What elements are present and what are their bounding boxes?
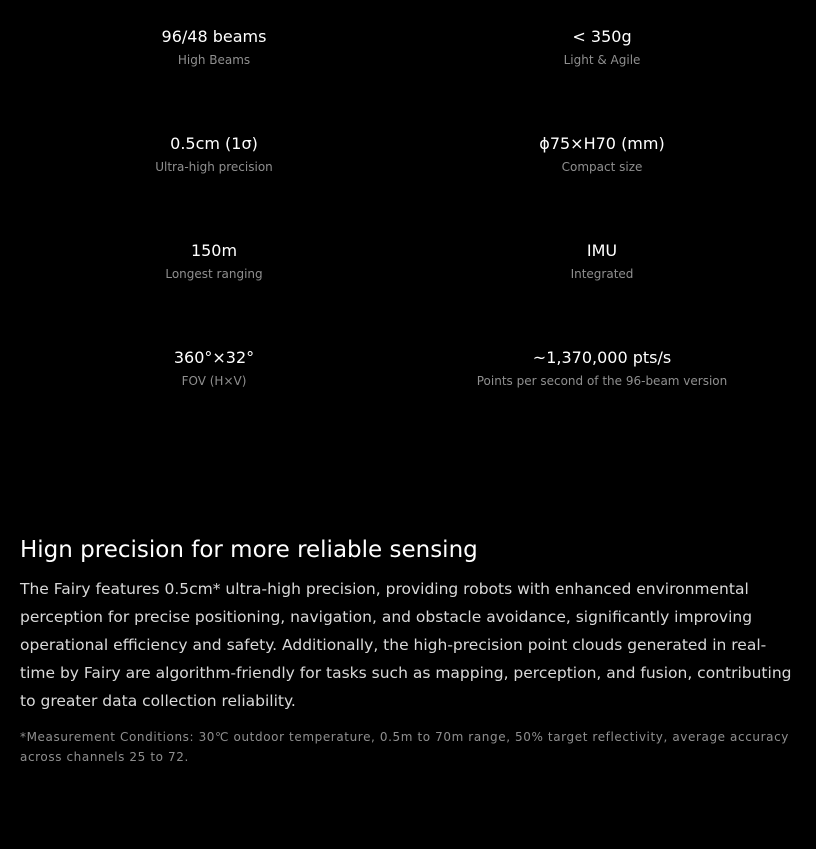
spec-label: FOV (H×V) [181,374,247,388]
specs-grid [20,27,796,455]
precision-section [20,535,796,767]
spec-value: ~1,370,000 pts/s [532,348,672,367]
spec-beams [20,27,408,134]
spec-value: IMU [586,241,618,260]
spec-points-rate [408,348,796,455]
spec-label: Points per second of the 96-beam version [476,374,728,388]
spec-value: ϕ75×H70 (mm) [539,134,665,153]
measurement-footnote: *Measurement Conditions: 30℃ outdoor temperature, 0.5m to 70m range, 50% target reflectivity, average accuracy across channels 25 to 72. [20,730,790,764]
spec-fov [20,348,408,455]
section-body: The Fairy features 0.5cm* ultra-high precision, providing robots with enhanced environmental perception for precise positioning, navigation, and obstacle avoidance, significantly improving operational efficiency and safety. Additionally, the high-precision point clouds generated in real-time by Fairy are algorithm-friendly for tasks such as mapping, perception, and fusion, contributing to greater data collection reliability. [20,580,792,710]
spec-label: Compact size [561,160,643,174]
spec-value: 150m [190,241,238,260]
spec-value: < 350g [572,27,632,46]
spec-size [408,134,796,241]
spec-range [20,241,408,348]
spec-value: 360°×32° [173,348,255,367]
spec-label: High Beams [177,53,251,67]
spec-value: 96/48 beams [161,27,267,46]
spec-label: Integrated [570,267,634,281]
spec-imu [408,241,796,348]
spec-value: 0.5cm (1σ) [170,134,258,153]
spec-precision [20,134,408,241]
spec-weight [408,27,796,134]
spec-label: Light & Agile [563,53,641,67]
section-title: Hign precision for more reliable sensing [20,537,478,563]
spec-label: Ultra-high precision [155,160,273,174]
spec-label: Longest ranging [165,267,263,281]
